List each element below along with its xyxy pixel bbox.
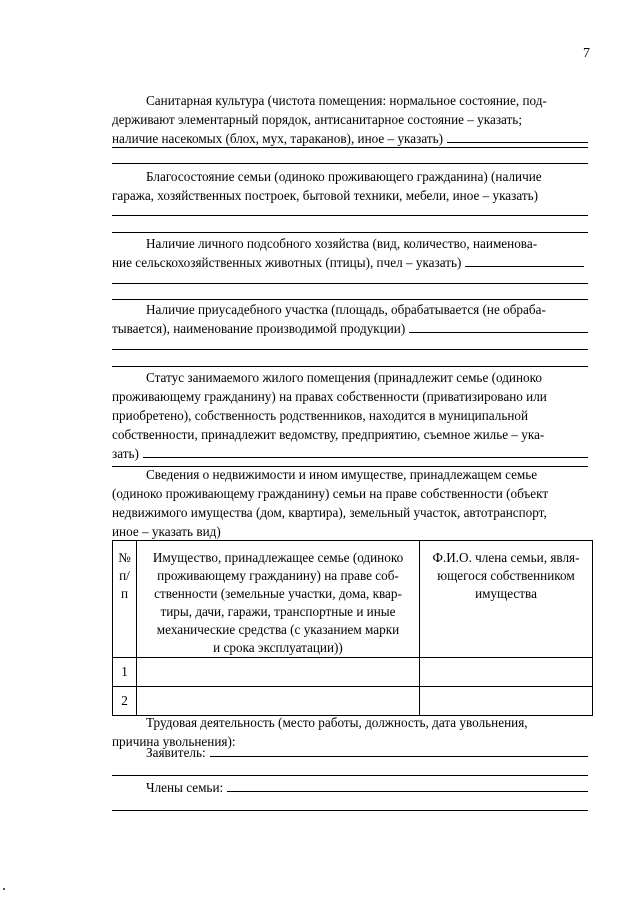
status-line-3: приобретено), собственность родственников, находится в муниципальной — [112, 408, 529, 423]
sanitary-answer-field[interactable] — [447, 129, 588, 143]
welfare-answer-line-2[interactable] — [112, 232, 588, 233]
property-cell[interactable] — [137, 658, 420, 687]
applicant-label: Заявитель: — [146, 745, 206, 760]
page-number: 7 — [583, 46, 590, 61]
header-property-line-3: ственности (земельные участки, дома, квар- — [154, 586, 402, 601]
owner-cell[interactable] — [420, 658, 593, 687]
property-table-header-row — [113, 541, 593, 658]
header-property-line-2: проживающему гражданину) на праве соб- — [157, 568, 399, 583]
row-number: 1 — [113, 658, 137, 687]
plot-line-1: Наличие приусадебного участка (площадь, обрабатывается (не обраба- — [146, 302, 546, 317]
welfare-answer-line[interactable] — [112, 215, 588, 216]
scan-speck — [3, 888, 5, 890]
header-property-line-5: механические средства (с указанием марки — [156, 622, 400, 637]
plot-line-2 — [112, 319, 592, 338]
family-row — [112, 778, 592, 797]
sanitary-answer-line-2[interactable] — [112, 163, 588, 164]
header-number-line-3: п — [120, 586, 129, 601]
family-answer-line[interactable] — [112, 810, 588, 811]
plot-section — [112, 300, 592, 338]
sanitary-answer-line[interactable] — [112, 147, 588, 148]
farm-answer-field[interactable] — [465, 253, 584, 267]
farm-section — [112, 234, 592, 272]
welfare-line-1: Благосостояние семьи (одиноко проживающего гражданина) (наличие — [146, 169, 542, 184]
family-members-label: Члены семьи: — [146, 780, 224, 795]
labor-line-1: Трудовая деятельность (место работы, должность, дата увольнения, — [146, 715, 528, 730]
table-row — [113, 687, 593, 716]
status-line-4: собственности, принадлежит ведомству, предприятию, съемное жилье – ука- — [112, 427, 545, 442]
welfare-section — [112, 167, 592, 205]
property-line-1: Сведения о недвижимости и ином имуществе, принадлежащем семье — [146, 467, 538, 482]
property-section — [112, 465, 592, 541]
header-owner-line-2: ющегося собственником — [437, 568, 575, 583]
property-table — [112, 540, 593, 716]
status-line-2: проживающему гражданину) на правах собственности (приватизировано или — [112, 389, 547, 404]
status-line-1: Статус занимаемого жилого помещения (принадлежит семье (одиноко — [146, 370, 542, 385]
header-owner — [420, 541, 593, 658]
status-answer-field[interactable] — [143, 444, 588, 458]
header-owner-line-3: имущества — [475, 586, 537, 601]
property-line-3: недвижимого имущества (дом, квартира), земельный участок, автотранспорт, — [112, 505, 547, 520]
farm-line-1: Наличие личного подсобного хозяйства (вид, количество, наименова- — [146, 236, 538, 251]
header-number — [113, 541, 137, 658]
farm-line-2 — [112, 253, 592, 272]
farm-answer-line[interactable] — [112, 283, 588, 284]
sanitary-line-1: Санитарная культура (чистота помещения: нормальное состояние, под- — [146, 93, 547, 108]
sanitary-line-2: держивают элементарный порядок, антисанитарное состояние – указать; — [112, 112, 522, 127]
header-property-line-6: и срока эксплуатации)) — [213, 640, 343, 655]
sanitary-line-3-text: наличие насекомых (блох, мух, тараканов), иное – указать) — [112, 131, 443, 146]
header-property-line-1: Имущество, принадлежащее семье (одиноко — [152, 550, 404, 565]
plot-line-2-text: тывается), наименование производимой продукции) — [112, 321, 406, 336]
housing-status-section — [112, 368, 592, 463]
sanitary-section — [112, 91, 592, 148]
applicant-row — [112, 743, 592, 762]
header-number-line-2: п/ — [119, 568, 130, 583]
plot-answer-field[interactable] — [409, 319, 588, 333]
welfare-line-2: гаража, хозяйственных построек, бытовой техники, мебели, иное – указать) — [112, 188, 539, 203]
header-number-line-1: № — [118, 550, 131, 565]
applicant-field[interactable] — [210, 743, 588, 757]
row-number: 2 — [113, 687, 137, 716]
farm-line-2-text: ние сельскохозяйственных животных (птицы), пчел – указать) — [112, 255, 462, 270]
property-line-2: (одиноко проживающему гражданину) семьи на праве собственности (объект — [112, 486, 549, 501]
header-property — [137, 541, 420, 658]
plot-answer-line[interactable] — [112, 349, 588, 350]
applicant-answer-line[interactable] — [112, 775, 588, 776]
status-line-5-text: зать) — [112, 446, 139, 461]
header-owner-line-1: Ф.И.О. члена семьи, явля- — [432, 550, 580, 565]
property-cell[interactable] — [137, 687, 420, 716]
table-row — [113, 658, 593, 687]
labor-line-2: причина увольнения): — [112, 734, 236, 749]
property-line-4: иное – указать вид) — [112, 524, 221, 539]
plot-answer-line-2[interactable] — [112, 366, 588, 367]
sanitary-line-3 — [112, 129, 592, 148]
header-property-line-4: тиры, дачи, гаражи, транспортные и иные — [160, 604, 396, 619]
owner-cell[interactable] — [420, 687, 593, 716]
family-members-field[interactable] — [227, 778, 588, 792]
status-line-5 — [112, 444, 592, 463]
